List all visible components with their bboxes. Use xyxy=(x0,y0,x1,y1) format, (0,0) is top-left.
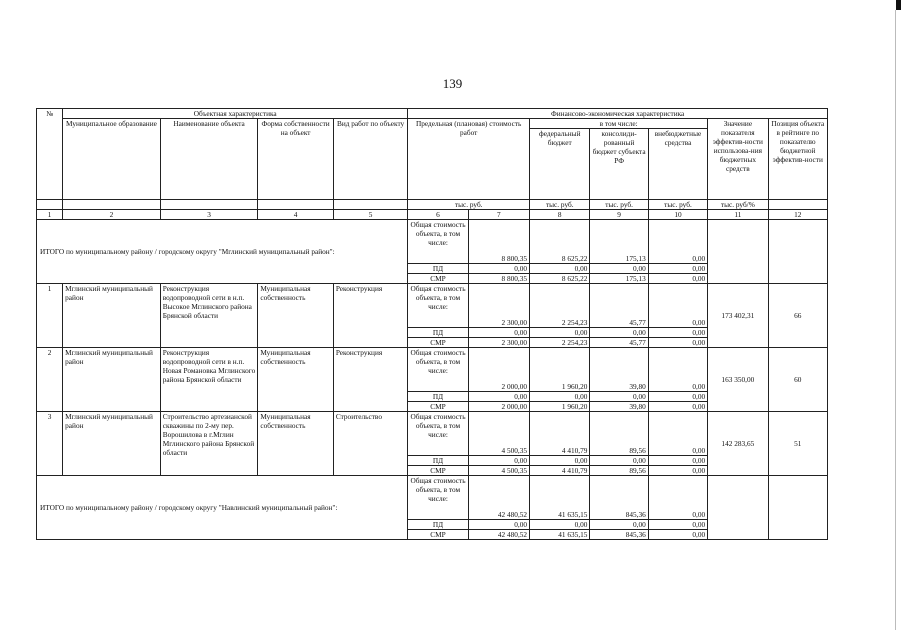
consolidated-value: 39,80 xyxy=(590,402,648,412)
cost-value: 0,00 xyxy=(468,264,529,274)
consolidated-value: 0,00 xyxy=(590,392,648,402)
unit-consolidated: тыс. руб. xyxy=(590,200,648,210)
header-num: № xyxy=(37,109,63,200)
cost-value: 0,00 xyxy=(468,456,529,466)
object-ownership: Муниципальная собственность xyxy=(258,284,333,348)
col-number: 1 xyxy=(37,210,63,220)
rating-position: 66 xyxy=(768,284,827,348)
extrabudget-value: 0,00 xyxy=(648,264,707,274)
cost-value: 0,00 xyxy=(468,328,529,338)
cost-value: 2 000,00 xyxy=(468,402,529,412)
federal-value: 1 960,20 xyxy=(530,402,590,412)
consolidated-value: 45,77 xyxy=(590,338,648,348)
col-number: 6 xyxy=(408,210,468,220)
header-extrabudget: внебюджетные средства xyxy=(648,129,707,200)
federal-value: 0,00 xyxy=(530,328,590,338)
corner-mark xyxy=(896,0,901,10)
object-municipality: Мглинский муниципальный район xyxy=(63,412,161,476)
header-financial-characteristics: Финансово-экономическая характеристика xyxy=(408,109,828,119)
col-number: 10 xyxy=(648,210,707,220)
object-name: Реконструкция водопроводной сети в н.п. Новая Романовка Мглинского района Брянской области xyxy=(160,348,258,412)
federal-value: 8 625,22 xyxy=(530,220,590,264)
col-number: 9 xyxy=(590,210,648,220)
district-total-title: ИТОГО по муниципальному району / городскому округу "Навлинский муниципальный район": xyxy=(37,476,408,540)
col-number: 11 xyxy=(708,210,768,220)
federal-value: 1 960,20 xyxy=(530,348,590,392)
extrabudget-value: 0,00 xyxy=(648,476,707,520)
object-number: 1 xyxy=(37,284,63,348)
consolidated-value: 0,00 xyxy=(590,328,648,338)
consolidated-value: 0,00 xyxy=(590,520,648,530)
efficiency-value: 173 402,31 xyxy=(708,284,768,348)
extrabudget-value: 0,00 xyxy=(648,284,707,328)
col-number: 2 xyxy=(63,210,161,220)
pd-label: ПД xyxy=(408,264,468,274)
pd-label: ПД xyxy=(408,392,468,402)
smr-label: СМР xyxy=(408,274,468,284)
header-federal: федеральный бюджет xyxy=(530,129,590,200)
header-object-name: Наименование объекта xyxy=(160,119,258,200)
pd-label: ПД xyxy=(408,328,468,338)
extrabudget-value: 0,00 xyxy=(648,412,707,456)
scan-edge-line xyxy=(895,10,896,630)
federal-value: 0,00 xyxy=(530,392,590,402)
federal-value: 4 410,79 xyxy=(530,466,590,476)
cost-value: 0,00 xyxy=(468,520,529,530)
extrabudget-value: 0,00 xyxy=(648,530,707,540)
smr-label: СМР xyxy=(408,402,468,412)
cost-value: 2 300,00 xyxy=(468,284,529,328)
unit-efficiency: тыс. руб/% xyxy=(708,200,768,210)
unit-cost: тыс. руб. xyxy=(408,200,530,210)
col-number: 12 xyxy=(768,210,827,220)
col-number: 7 xyxy=(468,210,529,220)
cost-value: 2 300,00 xyxy=(468,338,529,348)
consolidated-value: 0,00 xyxy=(590,456,648,466)
total-cost-label: Общая стоимость объекта, в том числе: xyxy=(408,284,468,328)
federal-value: 0,00 xyxy=(530,456,590,466)
extrabudget-value: 0,00 xyxy=(648,466,707,476)
total-cost-label: Общая стоимость объекта, в том числе: xyxy=(408,220,468,264)
cost-value: 42 480,52 xyxy=(468,476,529,520)
header-object-characteristics: Объектная характеристика xyxy=(63,109,408,119)
federal-value: 8 625,22 xyxy=(530,274,590,284)
efficiency-value: 163 350,00 xyxy=(708,348,768,412)
cost-value: 4 500,35 xyxy=(468,466,529,476)
consolidated-value: 45,77 xyxy=(590,284,648,328)
object-number: 3 xyxy=(37,412,63,476)
object-row xyxy=(37,284,828,328)
smr-label: СМР xyxy=(408,530,468,540)
units-row xyxy=(37,200,828,210)
extrabudget-value: 0,00 xyxy=(648,392,707,402)
object-row xyxy=(37,348,828,392)
extrabudget-value: 0,00 xyxy=(648,220,707,264)
rating-position: 60 xyxy=(768,348,827,412)
object-municipality: Мглинский муниципальный район xyxy=(63,348,161,412)
header-rating-position: Позиция объекта в рейтинге по показателю бюджетной эффектив-ности xyxy=(768,119,827,200)
extrabudget-value: 0,00 xyxy=(648,456,707,466)
header-efficiency: Значение показателя эффектив-ности использова-ния бюджетных средств xyxy=(708,119,768,200)
consolidated-value: 39,80 xyxy=(590,348,648,392)
extrabudget-value: 0,00 xyxy=(648,520,707,530)
header-limit-cost: Предельная (плановая) стоимость работ xyxy=(408,119,530,200)
object-name: Строительство артезианской скважины по 2-му пер. Ворошилова в г.Мглин Мглинского района Брянской области xyxy=(160,412,258,476)
federal-value: 0,00 xyxy=(530,264,590,274)
cost-value: 0,00 xyxy=(468,392,529,402)
federal-value: 4 410,79 xyxy=(530,412,590,456)
total-cost-label: Общая стоимость объекта, в том числе: xyxy=(408,412,468,456)
col-number: 4 xyxy=(258,210,333,220)
consolidated-value: 89,56 xyxy=(590,466,648,476)
header-row-1 xyxy=(37,109,828,119)
federal-value: 2 254,23 xyxy=(530,284,590,328)
rating-position: 51 xyxy=(768,412,827,476)
header-ownership: Форма собственности на объект xyxy=(258,119,333,200)
header-work-type: Вид работ по объекту xyxy=(333,119,407,200)
page-number: 139 xyxy=(442,76,463,91)
object-row xyxy=(37,412,828,456)
extrabudget-value: 0,00 xyxy=(648,338,707,348)
cost-value: 2 000,00 xyxy=(468,348,529,392)
total-row xyxy=(37,220,828,264)
extrabudget-value: 0,00 xyxy=(648,402,707,412)
col-number: 5 xyxy=(333,210,407,220)
object-number: 2 xyxy=(37,348,63,412)
unit-extrabudget: тыс. руб. xyxy=(648,200,707,210)
col-number: 8 xyxy=(530,210,590,220)
object-ownership: Муниципальная собственность xyxy=(258,412,333,476)
total-row xyxy=(37,476,828,520)
pd-label: ПД xyxy=(408,456,468,466)
extrabudget-value: 0,00 xyxy=(648,274,707,284)
unit-federal: тыс. руб. xyxy=(530,200,590,210)
cost-value: 42 480,52 xyxy=(468,530,529,540)
smr-label: СМР xyxy=(408,338,468,348)
col-number: 3 xyxy=(160,210,258,220)
investment-table xyxy=(36,108,828,540)
consolidated-value: 845,36 xyxy=(590,476,648,520)
consolidated-value: 175,13 xyxy=(590,274,648,284)
consolidated-value: 845,36 xyxy=(590,530,648,540)
consolidated-value: 175,13 xyxy=(590,220,648,264)
consolidated-value: 89,56 xyxy=(590,412,648,456)
federal-value: 41 635,15 xyxy=(530,476,590,520)
object-work-type: Строительство xyxy=(333,412,407,476)
header-municipality: Муниципальное образование xyxy=(63,119,161,200)
object-municipality: Мглинский муниципальный район xyxy=(63,284,161,348)
pd-label: ПД xyxy=(408,520,468,530)
cost-value: 8 800,35 xyxy=(468,220,529,264)
cost-value: 8 800,35 xyxy=(468,274,529,284)
total-cost-label: Общая стоимость объекта, в том числе: xyxy=(408,476,468,520)
consolidated-value: 0,00 xyxy=(590,264,648,274)
efficiency-value: 142 283,65 xyxy=(708,412,768,476)
object-work-type: Реконструкция xyxy=(333,284,407,348)
federal-value: 0,00 xyxy=(530,520,590,530)
cost-value: 4 500,35 xyxy=(468,412,529,456)
column-numbers-row xyxy=(37,210,828,220)
smr-label: СМР xyxy=(408,466,468,476)
header-including: в том числе: xyxy=(530,119,708,129)
federal-value: 2 254,23 xyxy=(530,338,590,348)
extrabudget-value: 0,00 xyxy=(648,348,707,392)
federal-value: 41 635,15 xyxy=(530,530,590,540)
total-cost-label: Общая стоимость объекта, в том числе: xyxy=(408,348,468,392)
object-work-type: Реконструкция xyxy=(333,348,407,412)
object-name: Реконструкция водопроводной сети в н.п. Высокое Мглинского района Брянской области xyxy=(160,284,258,348)
district-total-title: ИТОГО по муниципальному району / городскому округу "Мглинский муниципальный район": xyxy=(37,220,408,284)
extrabudget-value: 0,00 xyxy=(648,328,707,338)
header-consolidated: консолиди-рованный бюджет субъекта РФ xyxy=(590,129,648,200)
header-row-2 xyxy=(37,119,828,129)
object-ownership: Муниципальная собственность xyxy=(258,348,333,412)
